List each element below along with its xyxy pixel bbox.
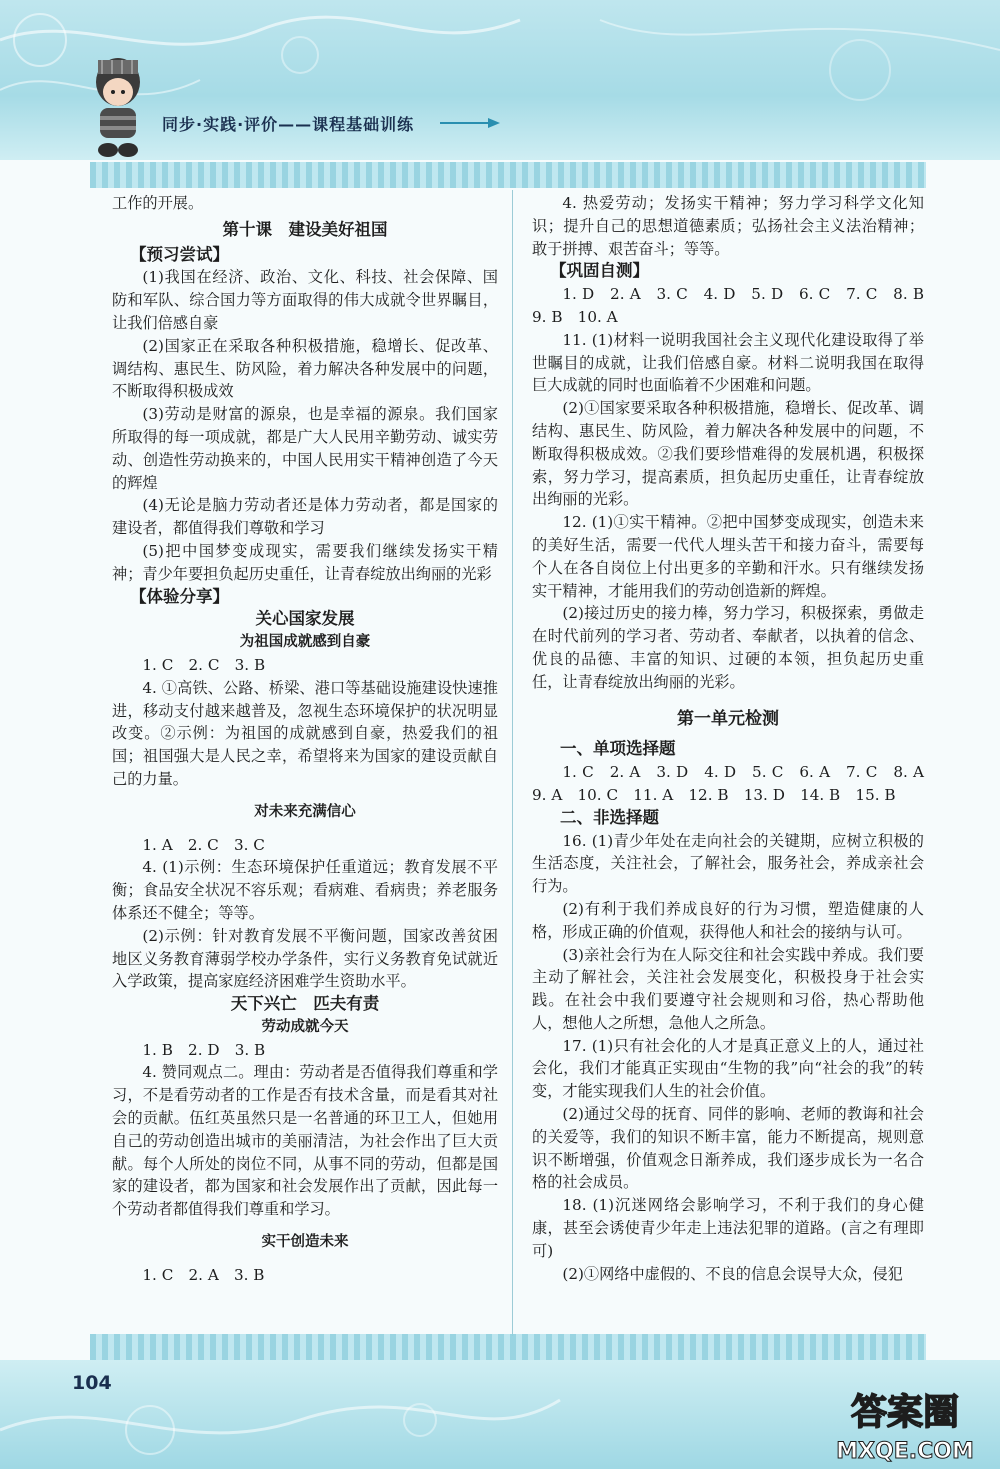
answer-paragraph: 16. (1)青少年处在走向社会的关键期，应树立积极的生活态度，关注社会，了解社会，服务社会，养成亲社会行为。 [532, 831, 924, 896]
right-column [532, 192, 940, 1285]
mascot-illustration [82, 52, 154, 160]
answer-paragraph: 4. ①高铁、公路、桥梁、港口等基础设施建设快速推进，移动支付越来越普及，忽视生态环境保护的状况明显改变。②示例：为祖国的成就感到自豪，热爱我们的祖国；祖国强大是人民之幸，希望将来为国家的建设贡献自己的力量。 [112, 678, 498, 788]
section-heading: 二、非选择题 [560, 807, 659, 827]
answer-paragraph: 18. (1)沉迷网络会影响学习，不利于我们的身心健康，甚至会诱使青少年走上违法犯罪的道路。(言之有理即可) [532, 1196, 924, 1260]
choice-answers: 1. B 2. D 3. B [142, 1040, 266, 1059]
answer-paragraph: 4. 热爱劳动；发扬实干精神；努力学习科学文化知识；提升自己的思想道德素质；弘扬社会主义法治精神；敢于拼搏、艰苦奋斗；等等。 [532, 194, 924, 258]
topic-heading: 天下兴亡 匹夫有责 [230, 994, 380, 1014]
choice-answers: 1. A 2. C 3. C [142, 835, 265, 854]
subtopic-heading: 对未来充满信心 [254, 803, 356, 820]
answer-paragraph: 17. (1)只有社会化的人才是真正意义上的人，通过社会化，我们才能真正实现由“生物的我”向“社会的我”的转变，才能实现我们人生的社会价值。 [532, 1036, 924, 1101]
page-header [0, 0, 1000, 160]
answer-paragraph: (2)接过历史的接力棒，努力学习，积极探索，勇做走在时代前列的学习者、劳动者、奉献者，以执着的信念、优良的品德、丰富的知识、过硬的本领，担负起历史重任，让青春绽放出绚丽的光彩。 [532, 604, 924, 691]
answer-paragraph: 4. 赞同观点二。理由：劳动者是否值得我们尊重和学习，不是看劳动者的工作是否有技术含量，而是看其对社会的贡献。伍红英虽然只是一名普通的环卫工人，但她用自己的劳动创造出城市的美丽清洁，为社会作出了巨大贡献。每个人所处的岗位不同，从事不同的劳动，但都是国家的建设者，都为国家和社会发展作出了贡献，因此每一个劳动者都值得我们尊重和学习。 [112, 1063, 498, 1219]
continued-text: 工作的开展。 [112, 194, 204, 212]
answer-paragraph: (3)亲社会行为在人际交往和社会实践中养成。我们要主动了解社会，关注社会发展变化，积极投身于社会实践。在社会中我们要遵守社会规则和习俗，热心帮助他人，想他人之所想，急他人之所急。 [532, 945, 924, 1032]
subtopic-heading: 实干创造未来 [261, 1234, 349, 1251]
section-heading: 一、单项选择题 [560, 739, 676, 759]
left-column [112, 192, 498, 1287]
answer-paragraph: (2)①网络中虚假的、不良的信息会误导大众，侵犯 [562, 1264, 903, 1283]
preview-answer-2: (2)国家正在采取各种积极措施，稳增长、促改革、调结构、惠民生、防风险，着力解决各种发展中的问题，不断取得积极成效 [112, 336, 498, 401]
answer-paragraph: (2)示例：针对教育发展不平衡问题，国家改善贫困地区义务教育薄弱学校办学条件，实行义务教育免试就近入学政策，提高家庭经济困难学生资助水平。 [112, 926, 498, 991]
answer-paragraph: (2)①国家要采取各种积极措施，稳增长、促改革、调结构、惠民生、防风险，着力解决各种发展中的问题，不断取得积极成效。②我们要珍惜难得的发展机遇，积极探索，努力学习，提高素质，担负起历史重任，让青春绽放出绚丽的光彩。 [532, 399, 924, 509]
svg-text:MXQE.COM: MXQE.COM [836, 1439, 974, 1464]
bottom-decorative-band [90, 1334, 926, 1360]
share-heading: 【体验分享】 [130, 586, 229, 606]
preview-answer-3: (3)劳动是财富的源泉，也是幸福的源泉。我们国家所取得的每一项成就，都是广大人民用辛勤劳动、诚实劳动、创造性劳动换来的，中国人民用实干精神创造了今天的辉煌 [112, 405, 498, 492]
arrow-icon [440, 118, 500, 128]
choice-answers: 1. C 2. A 3. B [142, 1265, 265, 1284]
preview-answer-4: (4)无论是脑力劳动者还是体力劳动者，都是国家的建设者，都值得我们尊敬和学习 [112, 496, 498, 538]
answer-paragraph: 12. (1)①实干精神。②把中国梦变成现实，创造未来的美好生活，需要一代代人埋头苦干和接力奋斗，需要每个人在各自岗位上付出更多的辛勤和汗水。只有继续发扬实干精神，才能用我们的劳动创造新的辉煌。 [532, 513, 924, 600]
lesson-title: 第十课 建设美好祖国 [222, 219, 388, 239]
answer-paragraph: (2)有利于我们养成良好的行为习惯，塑造健康的人格，形成正确的价值观，获得他人和社会的接纳与认可。 [532, 899, 924, 941]
choice-answers: 1. C 2. A 3. D 4. D 5. C 6. A 7. C 8. A 9. A 10. C 11. A 12. B 13. D 14. B 15. B [532, 763, 940, 804]
subtopic-heading: 劳动成就今天 [261, 1018, 349, 1035]
watermark-logo [820, 1380, 990, 1466]
unit-test-title: 第一单元检测 [677, 708, 779, 729]
header-title: 同步·实践·评价——课程基础训练 [162, 115, 415, 134]
answer-paragraph: (2)通过父母的抚育、同伴的影响、老师的教诲和社会的关爱等，我们的知识不断丰富，能力不断提高，规则意识不断增强，价值观念日渐养成，我们逐步成长为一名合格的社会成员。 [532, 1105, 924, 1192]
column-divider [512, 190, 513, 1336]
topic-heading: 关心国家发展 [255, 609, 355, 629]
choice-answers: 1. C 2. C 3. B [142, 655, 266, 674]
answer-paragraph: 4. (1)示例：生态环境保护任重道远；教育发展不平衡；食品安全状况不容乐观；看病难、看病贵；养老服务体系还不健全；等等。 [112, 858, 498, 922]
answer-paragraph: 11. (1)材料一说明我国社会主义现代化建设取得了举世瞩目的成就，让我们倍感自豪。材料二说明我国在取得巨大成就的同时也面临着不少困难和问题。 [532, 330, 924, 395]
top-decorative-band [90, 162, 926, 188]
preview-answer-1: (1)我国在经济、政治、文化、科技、社会保障、国防和军队、综合国力等方面取得的伟大成就令世界瞩目，让我们倍感自豪 [112, 268, 498, 332]
preview-heading: 【预习尝试】 [130, 244, 229, 264]
subtopic-heading: 为祖国成就感到自豪 [239, 634, 371, 651]
svg-text:答案圈: 答案圈 [850, 1392, 960, 1433]
preview-answer-5: (5)把中国梦变成现实，需要我们继续发扬实干精神；青少年要担负起历史重任，让青春绽放出绚丽的光彩 [112, 541, 498, 583]
choice-answers: 1. D 2. A 3. C 4. D 5. D 6. C 7. C 8. B 9. B 10. A [532, 285, 940, 326]
page-number: 104 [72, 1372, 112, 1394]
consolidate-heading: 【巩固自测】 [550, 261, 649, 281]
